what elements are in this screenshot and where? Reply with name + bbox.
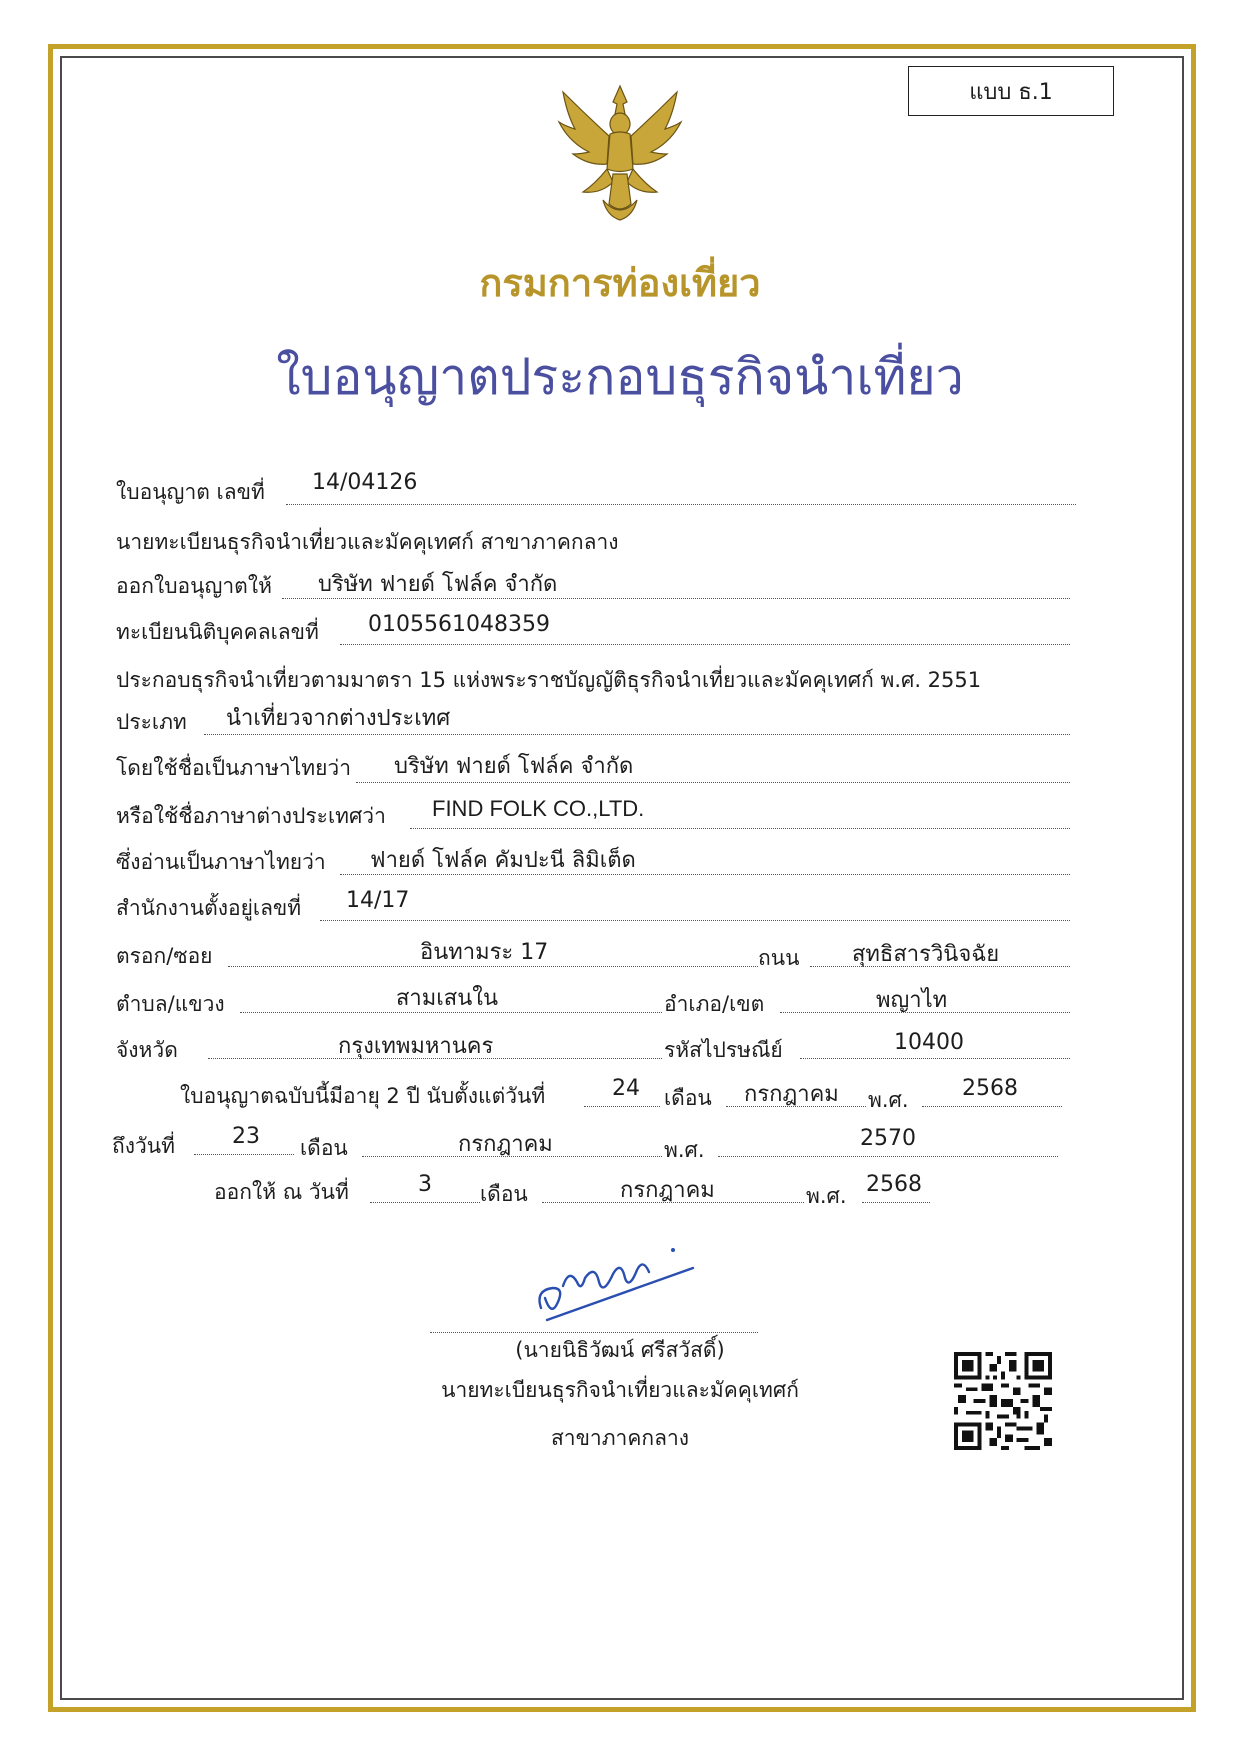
- until-day: 23: [232, 1124, 260, 1149]
- issued-on-month-label: เดือน: [480, 1182, 528, 1206]
- postal-value: 10400: [894, 1030, 964, 1055]
- subdistrict-label: ตำบล/แขวง: [116, 992, 225, 1016]
- signature-line: [430, 1332, 758, 1333]
- read-as-value: ฟายด์ โฟล์ค คัมปะนี ลิมิเต็ด: [370, 848, 636, 873]
- office-no-line: [320, 920, 1070, 921]
- issued-on-day-line: [370, 1202, 480, 1203]
- type-label: ประเภท: [116, 710, 187, 734]
- soi-label: ตรอก/ซอย: [116, 944, 213, 968]
- department-name: กรมการท่องเที่ยว: [479, 260, 761, 305]
- form-code-box: แบบ ธ.1: [908, 66, 1114, 116]
- until-day-line: [194, 1154, 294, 1155]
- issued-to-value: บริษัท ฟายด์ โฟล์ค จำกัด: [318, 572, 558, 597]
- validity-day-line: [584, 1106, 660, 1107]
- road-label: ถนน: [758, 946, 800, 970]
- foreign-name-value: FIND FOLK CO.,LTD.: [432, 796, 645, 821]
- issued-on-year: 2568: [866, 1172, 922, 1197]
- validity-label: ใบอนุญาตฉบับนี้มีอายุ 2 ปี นับตั้งแต่วันที่: [180, 1084, 546, 1108]
- juristic-label: ทะเบียนนิติบุคคลเลขที่: [116, 620, 319, 644]
- office-no-label: สำนักงานตั้งอยู่เลขที่: [116, 896, 302, 920]
- validity-month: กรกฎาคม: [744, 1082, 839, 1107]
- foreign-name-line: [410, 828, 1070, 829]
- signer-branch: สาขาภาคกลาง: [550, 1426, 690, 1450]
- province-label: จังหวัด: [116, 1038, 178, 1062]
- issued-on-day: 3: [418, 1172, 432, 1197]
- until-month: กรกฎาคม: [458, 1132, 553, 1157]
- province-value: กรุงเทพมหานคร: [338, 1034, 494, 1059]
- until-label: ถึงวันที่: [112, 1134, 175, 1158]
- signer-name: (นายนิธิวัฒน์ ศรีสวัสดิ์): [515, 1338, 725, 1362]
- garuda-emblem-icon: [545, 74, 695, 224]
- district-value: พญาไท: [876, 988, 948, 1013]
- until-month-label: เดือน: [300, 1136, 348, 1160]
- validity-year: 2568: [962, 1076, 1018, 1101]
- read-as-label: ซึ่งอ่านเป็นภาษาไทยว่า: [116, 850, 326, 874]
- thai-name-value: บริษัท ฟายด์ โฟล์ค จำกัด: [394, 754, 634, 779]
- registrar-line: นายทะเบียนธุรกิจนำเที่ยวและมัคคุเทศก์ สาขาภาคกลาง: [116, 530, 619, 554]
- handwritten-signature: [525, 1238, 695, 1328]
- issued-on-year-label: พ.ศ.: [806, 1184, 847, 1208]
- juristic-value: 0105561048359: [368, 612, 550, 637]
- signer-position: นายทะเบียนธุรกิจนำเที่ยวและมัคคุเทศก์: [441, 1378, 799, 1402]
- license-no-line: [286, 504, 1076, 505]
- road-value: สุทธิสารวินิจฉัย: [852, 942, 1000, 967]
- issued-on-year-line: [862, 1202, 930, 1203]
- until-year: 2570: [860, 1126, 916, 1151]
- foreign-name-label: หรือใช้ชื่อภาษาต่างประเทศว่า: [116, 804, 386, 828]
- office-no-value: 14/17: [346, 888, 410, 913]
- until-year-label: พ.ศ.: [664, 1138, 705, 1162]
- thai-name-label: โดยใช้ชื่อเป็นภาษาไทยว่า: [116, 756, 352, 780]
- law-line: ประกอบธุรกิจนำเที่ยวตามมาตรา 15 แห่งพระราชบัญญัติธุรกิจนำเที่ยวและมัคคุเทศก์ พ.ศ. 2551: [116, 668, 982, 692]
- postal-line: [800, 1058, 1070, 1059]
- license-no-label: ใบอนุญาต เลขที่: [116, 480, 265, 504]
- validity-month-label: เดือน: [664, 1086, 712, 1110]
- qr-code-icon: [954, 1352, 1052, 1450]
- postal-label: รหัสไปรษณีย์: [664, 1038, 783, 1062]
- subdistrict-value: สามเสนใน: [396, 986, 499, 1011]
- issued-on-label: ออกให้ ณ วันที่: [214, 1180, 349, 1204]
- until-year-line: [718, 1156, 1058, 1157]
- validity-year-label: พ.ศ.: [868, 1088, 909, 1112]
- license-no-value: 14/04126: [312, 470, 418, 495]
- validity-year-line: [922, 1106, 1062, 1107]
- soi-value: อินทามระ 17: [420, 940, 549, 965]
- document-title: ใบอนุญาตประกอบธุรกิจนำเที่ยว: [276, 348, 964, 406]
- issued-to-label: ออกใบอนุญาตให้: [116, 574, 272, 598]
- issued-on-month: กรกฎาคม: [620, 1178, 715, 1203]
- juristic-line: [340, 644, 1070, 645]
- validity-day: 24: [612, 1076, 640, 1101]
- district-label: อำเภอ/เขต: [664, 992, 765, 1016]
- type-value: นำเที่ยวจากต่างประเทศ: [226, 706, 451, 731]
